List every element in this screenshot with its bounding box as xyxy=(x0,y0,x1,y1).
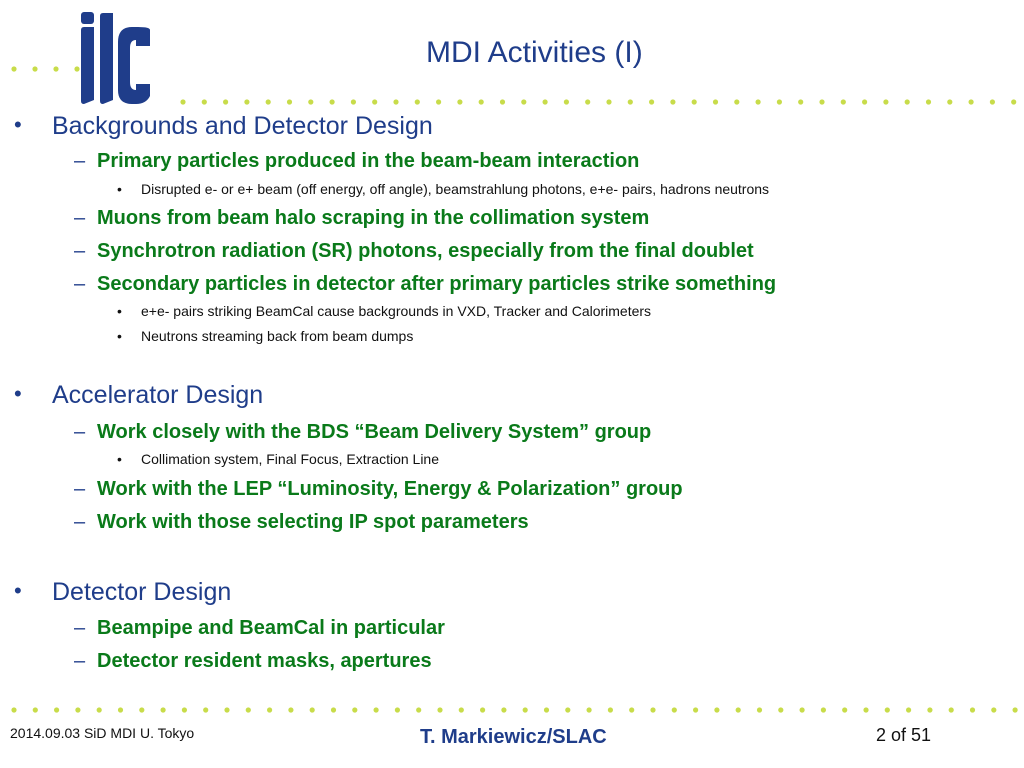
bullet-marker: – xyxy=(74,240,86,262)
bullet-marker: – xyxy=(74,150,86,172)
bullet-text: Work with the LEP “Luminosity, Energy & Polarization” group xyxy=(97,478,683,500)
bullet-text: Backgrounds and Detector Design xyxy=(52,112,433,140)
slide-title: MDI Activities (I) xyxy=(426,36,643,69)
bullet-marker: • xyxy=(117,328,122,344)
bullet-text: Accelerator Design xyxy=(52,381,264,409)
bullet-marker: – xyxy=(74,478,86,500)
bullet-marker: • xyxy=(14,112,22,137)
bullet-text: Synchrotron radiation (SR) photons, especially from the final doublet xyxy=(97,240,754,262)
bullet-marker: – xyxy=(74,650,86,672)
bullet-text: Primary particles produced in the beam-beam interaction xyxy=(97,150,640,172)
bullet-marker: • xyxy=(117,451,122,467)
bullet-marker: – xyxy=(74,511,86,533)
bullet-marker: – xyxy=(74,207,86,229)
bullet-text: e+e- pairs striking BeamCal cause backgrounds in VXD, Tracker and Calorimeters xyxy=(141,303,652,319)
bullet-marker: • xyxy=(117,303,122,319)
bullet-text: Muons from beam halo scraping in the collimation system xyxy=(97,207,650,229)
bullet-marker: • xyxy=(14,578,22,603)
footer-date-event: 2014.09.03 SiD MDI U. Tokyo xyxy=(10,725,195,741)
bullet-text: Collimation system, Final Focus, Extraction Line xyxy=(141,451,439,467)
bullet-marker: – xyxy=(74,273,86,295)
bullet-text: Beampipe and BeamCal in particular xyxy=(97,617,445,639)
bullet-marker: – xyxy=(74,617,86,639)
footer-page-number: 2 of 51 xyxy=(876,725,932,745)
footer-author: T. Markiewicz/SLAC xyxy=(420,726,607,748)
bullet-text: Detector Design xyxy=(52,578,232,606)
bullet-text: Neutrons streaming back from beam dumps xyxy=(141,328,414,344)
bullet-marker: • xyxy=(14,381,22,406)
bullet-text: Detector resident masks, apertures xyxy=(97,650,432,672)
bullet-text: Disrupted e- or e+ beam (off energy, off angle), beamstrahlung photons, e+e- pairs, hadrons neutrons xyxy=(141,181,770,197)
bullet-text: Work closely with the BDS “Beam Delivery System” group xyxy=(97,421,652,443)
bullet-text: Work with those selecting IP spot parameters xyxy=(97,511,529,533)
bullet-marker: • xyxy=(117,181,122,197)
bullet-marker: – xyxy=(74,421,86,443)
bullet-text: Secondary particles in detector after primary particles strike something xyxy=(97,273,777,295)
